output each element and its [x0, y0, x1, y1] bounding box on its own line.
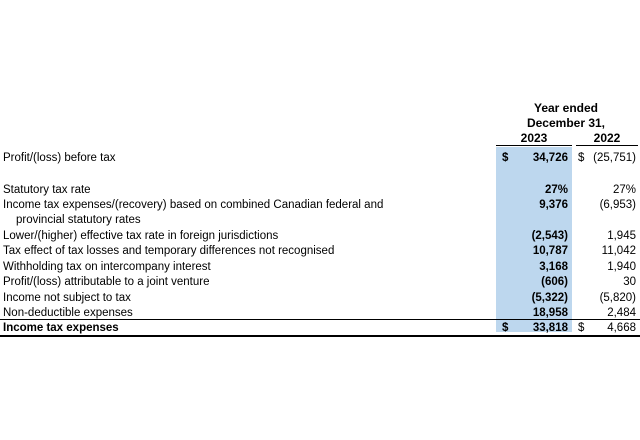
row-label: Income tax expenses/(recovery) based on combined Canadian federal and: [3, 199, 384, 211]
value-2023: 18,958: [532, 307, 568, 319]
header-underline-2023: [496, 145, 572, 146]
value-2022: 11,042: [601, 245, 636, 257]
value-2022: 1,940: [607, 261, 636, 273]
table-row: [0, 182, 640, 198]
table-row: [0, 243, 640, 259]
total-bottom-rule: [0, 335, 640, 337]
row-label: Withholding tax on intercompany interest: [3, 261, 211, 273]
value-2022: 30: [623, 276, 636, 288]
value-2022: 27%: [612, 184, 636, 196]
dollar-sign: $: [502, 322, 509, 334]
value-2023: 33,818: [532, 322, 568, 334]
row-label: Lower/(higher) effective tax rate in foreign jurisdictions: [3, 230, 279, 242]
header-year-2022: 2022: [593, 131, 621, 145]
table-row: [0, 259, 640, 275]
table-row-total: [0, 320, 640, 336]
header-underline-2022: [576, 145, 638, 146]
value-2022: (6,953): [599, 199, 636, 211]
row-label: Tax effect of tax losses and temporary differences not recognised: [3, 245, 335, 257]
header-year-ended: Year ended: [533, 101, 599, 115]
value-2023: 34,726: [532, 152, 568, 164]
dollar-sign: $: [502, 152, 509, 164]
value-2023: (5,322): [531, 292, 568, 304]
value-2022: 4,668: [607, 322, 636, 334]
value-2023: (606): [541, 276, 568, 288]
row-label: Non-deductible expenses: [3, 307, 133, 319]
table-row: [0, 150, 640, 166]
header-date: December 31,: [526, 116, 606, 130]
row-label: Statutory tax rate: [3, 184, 91, 196]
value-2022: 1,945: [607, 230, 636, 242]
header-year-2023: 2023: [520, 131, 548, 145]
row-label: Profit/(loss) before tax: [3, 152, 116, 164]
table-row: [0, 290, 640, 306]
table-row-continuation: [0, 212, 640, 228]
dollar-sign: $: [578, 152, 585, 164]
table-row: [0, 228, 640, 244]
value-2022: (5,820): [599, 292, 636, 304]
row-label: Profit/(loss) attributable to a joint venture: [3, 276, 210, 288]
table-row: [0, 197, 640, 213]
value-2023: 9,376: [539, 199, 568, 211]
value-2023: (2,543): [531, 230, 568, 242]
table-row: [0, 274, 640, 290]
value-2023: 3,168: [539, 261, 568, 273]
value-2022: (25,751): [593, 152, 636, 164]
value-2023: 27%: [544, 184, 568, 196]
value-2022: 2,484: [607, 307, 636, 319]
row-label-total: Income tax expenses: [3, 322, 119, 334]
row-label-continuation: provincial statutory rates: [16, 214, 141, 226]
dollar-sign: $: [578, 322, 585, 334]
row-label: Income not subject to tax: [3, 292, 131, 304]
value-2023: 10,787: [532, 245, 568, 257]
